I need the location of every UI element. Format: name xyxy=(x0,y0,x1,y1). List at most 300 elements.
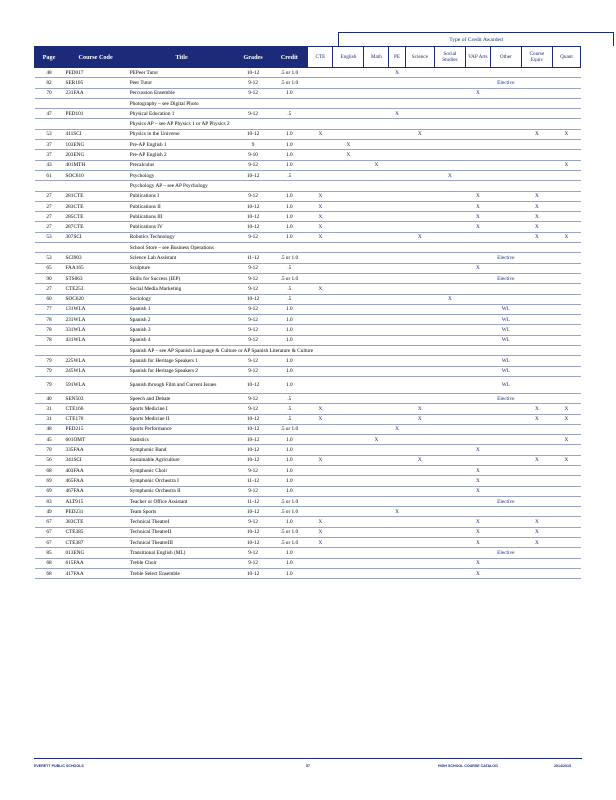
table-row xyxy=(35,109,581,119)
credit-mark-cell xyxy=(333,393,364,403)
column-header: Grades xyxy=(235,47,270,68)
credit-mark-cell xyxy=(364,455,389,465)
credit-mark-cell: Elective xyxy=(490,78,521,88)
table-row xyxy=(35,376,581,393)
credit-mark-cell xyxy=(552,304,580,314)
page-cell: 31 xyxy=(35,404,64,414)
credit-mark-cell xyxy=(552,212,580,222)
table-row xyxy=(35,558,581,568)
credit-mark-cell xyxy=(333,109,364,119)
credit-mark-cell xyxy=(434,507,465,517)
code-cell: 467FAA xyxy=(64,486,128,496)
column-header: English xyxy=(333,47,364,68)
credit-mark-cell xyxy=(389,222,406,232)
page-cell: 90 xyxy=(35,273,64,283)
credit-mark-cell xyxy=(521,68,552,78)
credit-mark-cell xyxy=(521,109,552,119)
credit-mark-cell xyxy=(389,538,406,548)
column-header: VAP Arts xyxy=(465,47,490,68)
credit-mark-cell xyxy=(552,335,580,345)
table-body xyxy=(35,68,581,579)
credit-mark-cell xyxy=(308,335,333,345)
credit-mark-cell xyxy=(364,88,389,98)
credit-mark-cell xyxy=(465,170,490,180)
page-cell: 53 xyxy=(35,232,64,242)
credit-cell: 1.0 xyxy=(271,325,308,335)
credit-mark-cell xyxy=(490,404,521,414)
credit-mark-cell xyxy=(364,232,389,242)
credit-mark-cell xyxy=(389,517,406,527)
credit-mark-cell: X xyxy=(465,465,490,475)
credit-mark-cell xyxy=(389,445,406,455)
credit-mark-cell xyxy=(434,325,465,335)
credit-mark-cell xyxy=(552,465,580,475)
code-cell: SEN503 xyxy=(64,393,128,403)
credit-mark-cell xyxy=(389,263,406,273)
credit-mark-cell xyxy=(552,527,580,537)
credit-cell: .5 xyxy=(271,404,308,414)
credit-mark-cell: X xyxy=(521,414,552,424)
grades-cell: 10-12 xyxy=(235,222,270,232)
credit-mark-cell xyxy=(389,356,406,366)
credit-mark-cell xyxy=(465,507,490,517)
credit-mark-cell: X xyxy=(308,455,333,465)
credit-mark-cell xyxy=(308,68,333,78)
credit-mark-cell xyxy=(364,284,389,294)
credit-mark-cell xyxy=(552,424,580,434)
credit-mark-cell xyxy=(490,455,521,465)
credit-mark-cell xyxy=(364,366,389,376)
grades-cell: 10-12 xyxy=(235,568,270,578)
credit-mark-cell xyxy=(364,424,389,434)
page-cell: 60 xyxy=(35,294,64,304)
credit-mark-cell xyxy=(333,212,364,222)
grades-cell: 9-12 xyxy=(235,315,270,325)
credit-mark-cell xyxy=(490,486,521,496)
credit-mark-cell xyxy=(364,356,389,366)
credit-mark-cell xyxy=(521,507,552,517)
credit-cell: 1.0 xyxy=(271,435,308,445)
credit-mark-cell xyxy=(434,404,465,414)
page-cell: 70 xyxy=(35,445,64,455)
credit-mark-cell xyxy=(364,140,389,150)
credit-cell: .5 or 1.0 xyxy=(271,273,308,283)
credit-mark-cell xyxy=(434,253,465,263)
credit-mark-cell xyxy=(308,424,333,434)
credit-mark-cell xyxy=(364,486,389,496)
credit-mark-cell: X xyxy=(521,538,552,548)
credit-cell: 1.0 xyxy=(271,558,308,568)
credit-mark-cell xyxy=(552,366,580,376)
table-row xyxy=(35,140,581,150)
title-cell: Social Media Marketing xyxy=(128,284,236,294)
title-cell: Publications II xyxy=(128,201,236,211)
credit-mark-cell xyxy=(490,517,521,527)
credit-mark-cell: X xyxy=(308,414,333,424)
credit-mark-cell xyxy=(490,294,521,304)
credit-mark-cell xyxy=(333,160,364,170)
grades-cell: 9-12 xyxy=(235,404,270,414)
credit-mark-cell xyxy=(434,284,465,294)
credit-mark-cell xyxy=(333,376,364,393)
credit-mark-cell xyxy=(405,558,434,568)
grades-cell: 9-12 xyxy=(235,356,270,366)
credit-mark-cell xyxy=(405,284,434,294)
credit-mark-cell xyxy=(405,335,434,345)
credit-mark-cell xyxy=(552,558,580,568)
title-cell: Sustainable Agriculture xyxy=(128,455,236,465)
credit-mark-cell xyxy=(434,424,465,434)
credit-cell: 1.0 xyxy=(271,160,308,170)
credit-cell: 1.0 xyxy=(271,517,308,527)
code-cell: CTE170 xyxy=(64,414,128,424)
title-cell: Science Lab Assistant xyxy=(128,253,236,263)
code-cell: 231FAA xyxy=(64,88,128,98)
credit-cell: 1.0 xyxy=(271,140,308,150)
credit-mark-cell xyxy=(521,284,552,294)
code-cell: 401MTH xyxy=(64,160,128,170)
credit-mark-cell xyxy=(521,476,552,486)
credit-mark-cell xyxy=(552,294,580,304)
credit-mark-cell xyxy=(389,284,406,294)
credit-cell: .5 or 1.0 xyxy=(271,253,308,263)
credit-mark-cell xyxy=(465,109,490,119)
credit-mark-cell xyxy=(434,435,465,445)
credit-mark-cell xyxy=(465,548,490,558)
table-row xyxy=(35,445,581,455)
credit-mark-cell xyxy=(434,304,465,314)
credit-mark-cell xyxy=(490,212,521,222)
grades-cell: 9-12 xyxy=(235,109,270,119)
credit-mark-cell xyxy=(490,68,521,78)
credit-mark-cell xyxy=(333,129,364,139)
credit-mark-cell xyxy=(308,109,333,119)
table-row xyxy=(35,160,581,170)
credit-mark-cell xyxy=(405,294,434,304)
credit-mark-cell xyxy=(434,517,465,527)
credit-cell: .5 xyxy=(271,284,308,294)
credit-mark-cell xyxy=(389,414,406,424)
credit-mark-cell xyxy=(333,414,364,424)
credit-mark-cell xyxy=(364,496,389,506)
code-cell: 417FAA xyxy=(64,568,128,578)
credit-mark-cell xyxy=(490,558,521,568)
credit-mark-cell xyxy=(389,548,406,558)
code-cell: 601OMT xyxy=(64,435,128,445)
credit-mark-cell xyxy=(521,263,552,273)
credit-mark-cell: X xyxy=(308,212,333,222)
table-row xyxy=(35,304,581,314)
title-cell: Speech and Debate xyxy=(128,393,236,403)
credit-mark-cell xyxy=(465,435,490,445)
credit-mark-cell xyxy=(364,325,389,335)
credit-mark-cell xyxy=(552,496,580,506)
credit-mark-cell xyxy=(552,315,580,325)
credit-mark-cell xyxy=(405,170,434,180)
credit-mark-cell xyxy=(434,558,465,568)
grades-cell: 9-12 xyxy=(235,78,270,88)
credit-mark-cell xyxy=(333,548,364,558)
credit-mark-cell xyxy=(389,150,406,160)
credit-cell: 1.0 xyxy=(271,222,308,232)
credit-mark-cell xyxy=(389,558,406,568)
credit-mark-cell: X xyxy=(308,404,333,414)
page-cell: 37 xyxy=(35,150,64,160)
credit-mark-cell xyxy=(434,496,465,506)
credit-mark-cell xyxy=(405,68,434,78)
credit-mark-cell xyxy=(308,315,333,325)
grades-cell: 9-12 xyxy=(235,88,270,98)
table-row xyxy=(35,538,581,548)
grades-cell: 9-12 xyxy=(235,393,270,403)
footer-title: HIGH SCHOOL COURSE CATALOG xyxy=(438,764,498,768)
title-cell: Spanish 4 xyxy=(128,335,236,345)
title-cell: Spanish 2 xyxy=(128,315,236,325)
credit-mark-cell xyxy=(308,393,333,403)
credit-mark-cell xyxy=(521,335,552,345)
page-cell: 27 xyxy=(35,212,64,222)
table-row xyxy=(35,568,581,578)
credit-mark-cell xyxy=(434,486,465,496)
credit-mark-cell xyxy=(308,78,333,88)
table-row xyxy=(35,465,581,475)
credit-mark-cell xyxy=(333,486,364,496)
table-row xyxy=(35,455,581,465)
credit-mark-cell xyxy=(333,568,364,578)
title-cell: Treble Select Ensemble xyxy=(128,568,236,578)
credit-mark-cell: WL xyxy=(490,315,521,325)
title-cell: Transitional English (ML) xyxy=(128,548,236,558)
table-row xyxy=(35,325,581,335)
title-cell: Robotics Technology xyxy=(128,232,236,242)
code-cell: SOC610 xyxy=(64,170,128,180)
credit-mark-cell xyxy=(333,455,364,465)
credit-type-header: Type of Credit Awarded xyxy=(338,32,614,46)
credit-mark-cell xyxy=(490,263,521,273)
title-cell: Symphonic Band xyxy=(128,445,236,455)
credit-mark-cell xyxy=(333,465,364,475)
credit-mark-cell xyxy=(465,68,490,78)
credit-mark-cell: X xyxy=(465,476,490,486)
section-note-row xyxy=(35,346,581,356)
credit-mark-cell xyxy=(308,253,333,263)
credit-mark-cell: X xyxy=(521,129,552,139)
table-row xyxy=(35,212,581,222)
column-header: Title xyxy=(128,47,236,68)
credit-cell: .5 xyxy=(271,109,308,119)
title-cell: Sociology xyxy=(128,294,236,304)
page-cell: 82 xyxy=(35,78,64,88)
credit-mark-cell xyxy=(521,486,552,496)
credit-mark-cell xyxy=(364,222,389,232)
credit-cell: .5 xyxy=(271,170,308,180)
course-table xyxy=(34,46,581,579)
table-row xyxy=(35,294,581,304)
credit-mark-cell xyxy=(389,325,406,335)
credit-mark-cell xyxy=(434,414,465,424)
code-cell: 307SCI xyxy=(64,232,128,242)
credit-mark-cell: WL xyxy=(490,304,521,314)
credit-mark-cell xyxy=(389,476,406,486)
code-cell: 013ENG xyxy=(64,548,128,558)
credit-mark-cell xyxy=(364,476,389,486)
credit-mark-cell xyxy=(364,273,389,283)
credit-mark-cell xyxy=(333,222,364,232)
credit-mark-cell xyxy=(521,435,552,445)
table-row xyxy=(35,129,581,139)
credit-mark-cell xyxy=(552,201,580,211)
credit-mark-cell xyxy=(552,273,580,283)
code-cell: ALT915 xyxy=(64,496,128,506)
credit-mark-cell: X xyxy=(308,129,333,139)
page-cell: 70 xyxy=(35,88,64,98)
credit-mark-cell xyxy=(364,404,389,414)
credit-mark-cell: WL xyxy=(490,335,521,345)
credit-mark-cell xyxy=(389,465,406,475)
credit-mark-cell xyxy=(552,150,580,160)
credit-mark-cell: X xyxy=(465,445,490,455)
credit-mark-cell xyxy=(389,568,406,578)
credit-mark-cell xyxy=(434,376,465,393)
credit-cell: 1.0 xyxy=(271,315,308,325)
code-cell: 431WLA xyxy=(64,335,128,345)
grades-cell: 9-12 xyxy=(235,232,270,242)
credit-mark-cell: X xyxy=(465,212,490,222)
credit-mark-cell xyxy=(434,160,465,170)
credit-mark-cell xyxy=(521,465,552,475)
credit-mark-cell xyxy=(465,356,490,366)
credit-mark-cell xyxy=(465,414,490,424)
credit-mark-cell: X xyxy=(389,507,406,517)
section-note-row xyxy=(35,98,581,108)
credit-mark-cell xyxy=(333,435,364,445)
credit-mark-cell xyxy=(465,404,490,414)
credit-cell: 1.0 xyxy=(271,548,308,558)
credit-mark-cell xyxy=(465,424,490,434)
credit-cell: 1.0 xyxy=(271,455,308,465)
credit-cell: .5 xyxy=(271,263,308,273)
table-row xyxy=(35,356,581,366)
credit-mark-cell xyxy=(465,160,490,170)
table-row xyxy=(35,414,581,424)
credit-mark-cell xyxy=(490,222,521,232)
credit-mark-cell: X xyxy=(552,414,580,424)
credit-mark-cell: X xyxy=(308,232,333,242)
table-row xyxy=(35,476,581,486)
credit-mark-cell xyxy=(405,78,434,88)
code-cell: SCI903 xyxy=(64,253,128,263)
credit-mark-cell xyxy=(389,393,406,403)
grades-cell: 10-12 xyxy=(235,414,270,424)
table-row xyxy=(35,253,581,263)
grades-cell: 10-12 xyxy=(235,376,270,393)
credit-mark-cell xyxy=(364,376,389,393)
credit-cell: .5 xyxy=(271,294,308,304)
table-row xyxy=(35,366,581,376)
credit-mark-cell xyxy=(389,253,406,263)
section-note: Spanish AP – see AP Spanish Language & Culture or AP Spanish Literature & Culture xyxy=(128,346,581,356)
credit-cell: 1.0 xyxy=(271,366,308,376)
page-cell: 67 xyxy=(35,527,64,537)
credit-mark-cell xyxy=(308,294,333,304)
credit-mark-cell xyxy=(364,304,389,314)
credit-mark-cell: Elective xyxy=(490,496,521,506)
credit-mark-cell xyxy=(308,507,333,517)
credit-mark-cell xyxy=(333,201,364,211)
credit-mark-cell xyxy=(552,263,580,273)
credit-mark-cell xyxy=(308,160,333,170)
credit-mark-cell xyxy=(405,568,434,578)
credit-mark-cell xyxy=(490,568,521,578)
credit-mark-cell: WL xyxy=(490,325,521,335)
column-header: Other xyxy=(490,47,521,68)
code-cell: CTE385 xyxy=(64,527,128,537)
credit-mark-cell xyxy=(364,253,389,263)
credit-mark-cell xyxy=(434,527,465,537)
credit-mark-cell xyxy=(490,160,521,170)
credit-mark-cell xyxy=(405,548,434,558)
credit-mark-cell xyxy=(521,393,552,403)
credit-mark-cell xyxy=(521,496,552,506)
credit-mark-cell xyxy=(434,273,465,283)
title-cell: Technical TheatreI xyxy=(128,517,236,527)
credit-mark-cell xyxy=(552,393,580,403)
credit-mark-cell xyxy=(552,191,580,201)
credit-mark-cell xyxy=(405,253,434,263)
section-note-row xyxy=(35,119,581,129)
table-row xyxy=(35,222,581,232)
table-header-row xyxy=(35,47,581,68)
column-header: Science xyxy=(405,47,434,68)
grades-cell: 10-12 xyxy=(235,445,270,455)
credit-mark-cell: X xyxy=(389,109,406,119)
title-cell: Symphonic Orchestra II xyxy=(128,486,236,496)
credit-mark-cell: X xyxy=(465,486,490,496)
credit-mark-cell xyxy=(364,558,389,568)
credit-mark-cell: X xyxy=(364,435,389,445)
credit-mark-cell xyxy=(465,455,490,465)
credit-mark-cell xyxy=(389,335,406,345)
title-cell: Teacher or Office Assistant xyxy=(128,496,236,506)
page-cell: 47 xyxy=(35,109,64,119)
credit-mark-cell xyxy=(465,366,490,376)
footer-year: 2014/2015 xyxy=(554,764,571,768)
credit-mark-cell xyxy=(465,315,490,325)
credit-mark-cell: X xyxy=(552,435,580,445)
credit-cell: .5 or 1.0 xyxy=(271,527,308,537)
credit-mark-cell xyxy=(389,435,406,445)
credit-mark-cell xyxy=(333,325,364,335)
credit-mark-cell xyxy=(333,476,364,486)
grades-cell: 9-12 xyxy=(235,548,270,558)
credit-mark-cell xyxy=(552,548,580,558)
page-cell: 53 xyxy=(35,129,64,139)
title-cell: Sports Performance xyxy=(128,424,236,434)
credit-mark-cell xyxy=(465,273,490,283)
credit-mark-cell xyxy=(389,78,406,88)
column-header: PE xyxy=(389,47,406,68)
credit-mark-cell xyxy=(405,476,434,486)
grades-cell: 9-12 xyxy=(235,273,270,283)
credit-mark-cell xyxy=(364,170,389,180)
title-cell: Technical TheatreII xyxy=(128,527,236,537)
credit-mark-cell: X xyxy=(521,527,552,537)
grades-cell: 9-12 xyxy=(235,517,270,527)
credit-mark-cell xyxy=(434,548,465,558)
credit-mark-cell xyxy=(434,465,465,475)
title-cell: Publications IV xyxy=(128,222,236,232)
code-cell: PED231 xyxy=(64,507,128,517)
